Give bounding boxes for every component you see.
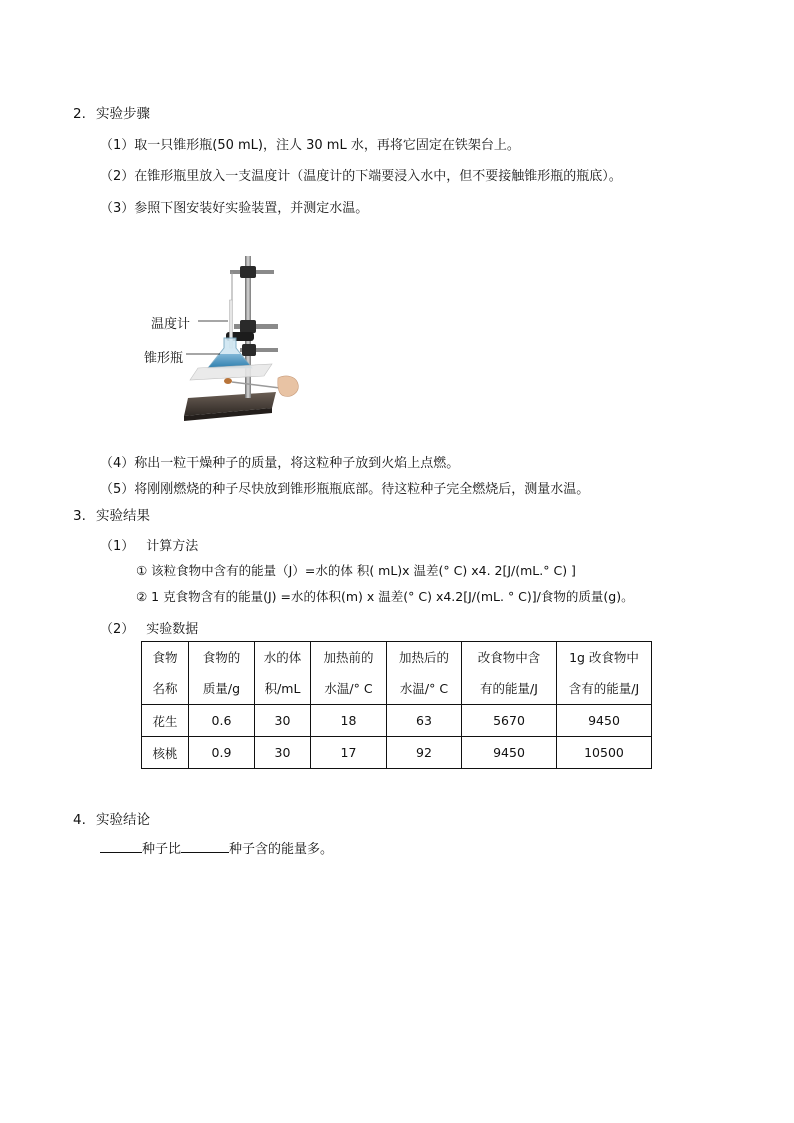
header-cell: 加热后的 水温/° C xyxy=(387,642,462,705)
table-row xyxy=(142,705,652,737)
apparatus-illustration xyxy=(140,250,310,425)
table-cell: 9450 xyxy=(557,705,652,737)
header-cell: 食物的 质量/g xyxy=(189,642,255,705)
table-cell: 63 xyxy=(387,705,462,737)
header-cell: 加热前的 水温/° C xyxy=(311,642,387,705)
section-title: 实验步骤 xyxy=(96,106,150,122)
sub-number: （1） xyxy=(100,539,135,554)
section-title: 实验结果 xyxy=(96,508,150,524)
section-2-heading xyxy=(73,102,150,122)
sub-title: 实验数据 xyxy=(146,622,199,637)
formula-1: ① 该粒食物中含有的能量（J）=水的体 积( mL)x 温差(° C) x4. 2[J/(mL.° C) ] xyxy=(136,563,576,578)
section-number: 3. xyxy=(73,508,86,524)
blank-answer-1[interactable] xyxy=(100,838,142,853)
table-cell: 18 xyxy=(311,705,387,737)
table-cell: 5670 xyxy=(462,705,557,737)
header-cell: 1g 改食物中 含有的能量/J xyxy=(557,642,652,705)
conclusion-line xyxy=(100,838,333,857)
experiment-data-table xyxy=(141,641,652,769)
section-3-heading xyxy=(73,504,150,524)
table-cell: 10500 xyxy=(557,737,652,769)
table-cell: 0.9 xyxy=(189,737,255,769)
section-title: 实验结论 xyxy=(96,812,150,828)
blank-answer-2[interactable] xyxy=(181,838,229,853)
table-cell: 核桃 xyxy=(142,737,189,769)
step-1: （1）取一只锥形瓶(50 mL)，注人 30 mL 水，再将它固定在铁架台上。 xyxy=(100,138,520,153)
header-cell: 水的体 积/mL xyxy=(255,642,311,705)
table-cell: 17 xyxy=(311,737,387,769)
table-header-row xyxy=(142,642,652,705)
flask-label: 锥形瓶 xyxy=(144,351,184,366)
section-4-heading xyxy=(73,808,150,828)
section-number: 2. xyxy=(73,106,86,122)
table-cell: 9450 xyxy=(462,737,557,769)
conclusion-text-2: 种子含的能量多。 xyxy=(229,842,334,857)
conclusion-text-1: 种子比 xyxy=(142,842,182,857)
header-cell: 食物 名称 xyxy=(142,642,189,705)
table-cell: 92 xyxy=(387,737,462,769)
sub-title: 计算方法 xyxy=(146,539,199,554)
table-cell: 30 xyxy=(255,737,311,769)
apparatus-figure xyxy=(140,250,310,425)
step-2: （2）在锥形瓶里放入一支温度计（温度计的下端要浸入水中，但不要接触锥形瓶的瓶底）。 xyxy=(100,169,622,184)
section-number: 4. xyxy=(73,812,86,828)
sub-2-heading xyxy=(100,618,198,637)
step-4: （4）称出一粒干燥种子的质量，将这粒种子放到火焰上点燃。 xyxy=(100,456,460,471)
table-cell: 0.6 xyxy=(189,705,255,737)
formula-2: ② 1 克食物含有的能量(J) =水的体积(m) x 温差(° C) x4.2[J/(mL. ° C)]/食物的质量(g)。 xyxy=(136,589,634,604)
table-cell: 花生 xyxy=(142,705,189,737)
header-cell: 改食物中含 有的能量/J xyxy=(462,642,557,705)
table-cell: 30 xyxy=(255,705,311,737)
step-3: （3）参照下图安装好实验装置，并测定水温。 xyxy=(100,201,369,216)
sub-1-heading xyxy=(100,535,198,554)
table-row xyxy=(142,737,652,769)
thermometer-label: 温度计 xyxy=(151,317,191,332)
sub-number: （2） xyxy=(100,622,135,637)
step-5: （5）将刚刚燃烧的种子尽快放到锥形瓶瓶底部。待这粒种子完全燃烧后，测量水温。 xyxy=(100,482,590,497)
